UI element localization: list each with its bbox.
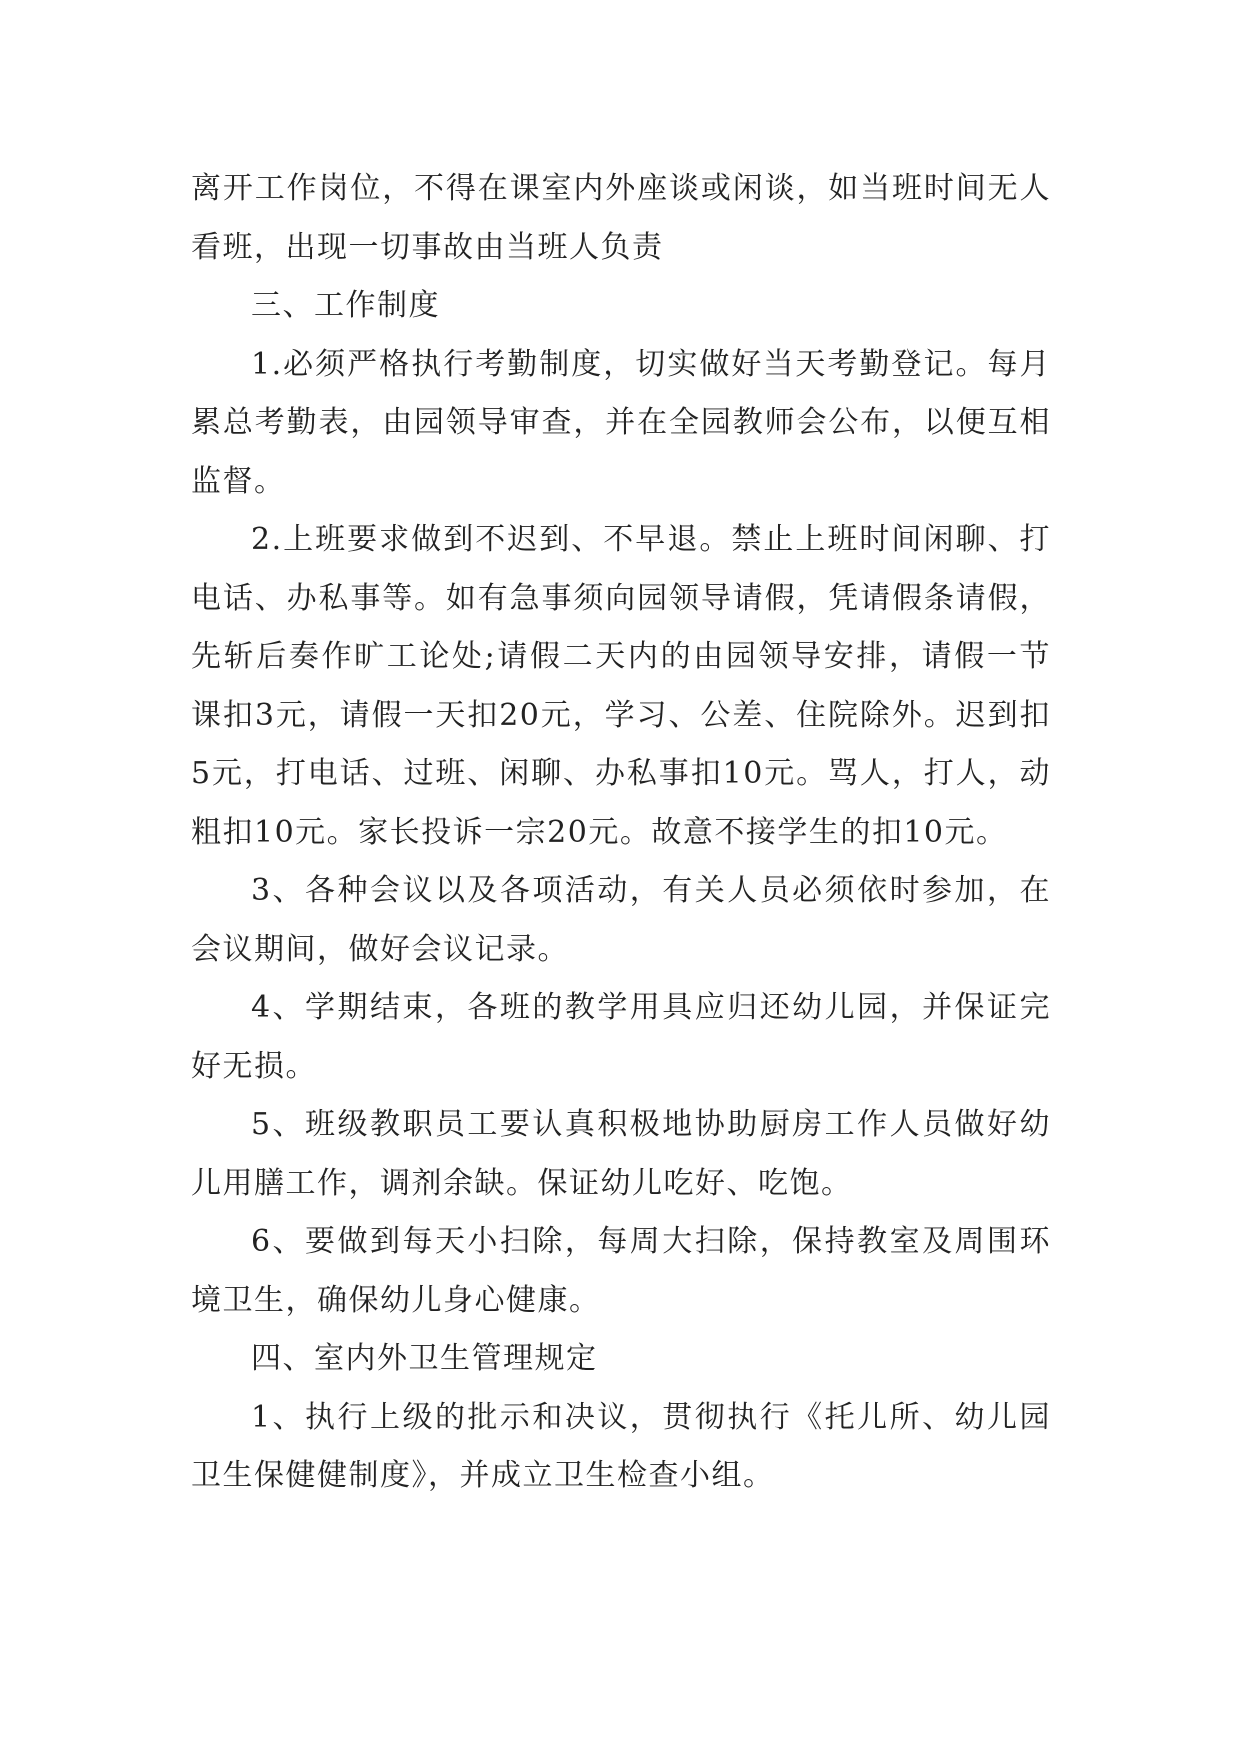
heading-work-system: 三、工作制度 xyxy=(251,288,440,323)
paragraph-teaching-tools-rule: 4、学期结束，各班的教学用具应归还幼儿园，并保证完好无损。 xyxy=(191,990,1051,1084)
paragraph-meal-rule: 5、班级教职员工要认真积极地协助厨房工作人员做好幼儿用膳工作，调剂余缺。保证幼儿吃好、吃饱。 xyxy=(191,1107,1051,1201)
heading-hygiene-rules: 四、室内外卫生管理规定 xyxy=(251,1341,598,1376)
paragraph-hygiene-first-rule: 1、执行上级的批示和决议，贯彻执行《托儿所、幼儿园卫生保健健制度》，并成立卫生检查小组。 xyxy=(191,1399,1051,1493)
paragraph-punctuality-rule: 2.上班要求做到不迟到、不早退。禁止上班时间闲聊、打电话、办私事等。如有急事须向园领导请假，凭请假条请假，先斩后奏作旷工论处;请假二天内的由园领导安排，请假一节课扣3元，请假一天扣20元，学习、公差、住院除外。迟到扣5元，打电话、过班、闲聊、办私事扣10元。骂人，打人，动粗扣10元。家长投诉一宗20元。故意不接学生的扣10元。 xyxy=(191,522,1051,850)
paragraph-duty-continuation: 离开工作岗位，不得在课室内外座谈或闲谈，如当班时间无人看班，出现一切事故由当班人负责 xyxy=(191,171,1051,265)
paragraph-attendance-rule: 1.必须严格执行考勤制度，切实做好当天考勤登记。每月累总考勤表，由园领导审查，并在全园教师会公布，以便互相监督。 xyxy=(191,346,1051,499)
paragraph-cleaning-rule: 6、要做到每天小扫除，每周大扫除，保持教室及周围环境卫生，确保幼儿身心健康。 xyxy=(191,1224,1051,1318)
document-body xyxy=(191,160,1051,1506)
paragraph-meeting-rule: 3、各种会议以及各项活动，有关人员必须依时参加，在会议期间，做好会议记录。 xyxy=(191,873,1051,967)
